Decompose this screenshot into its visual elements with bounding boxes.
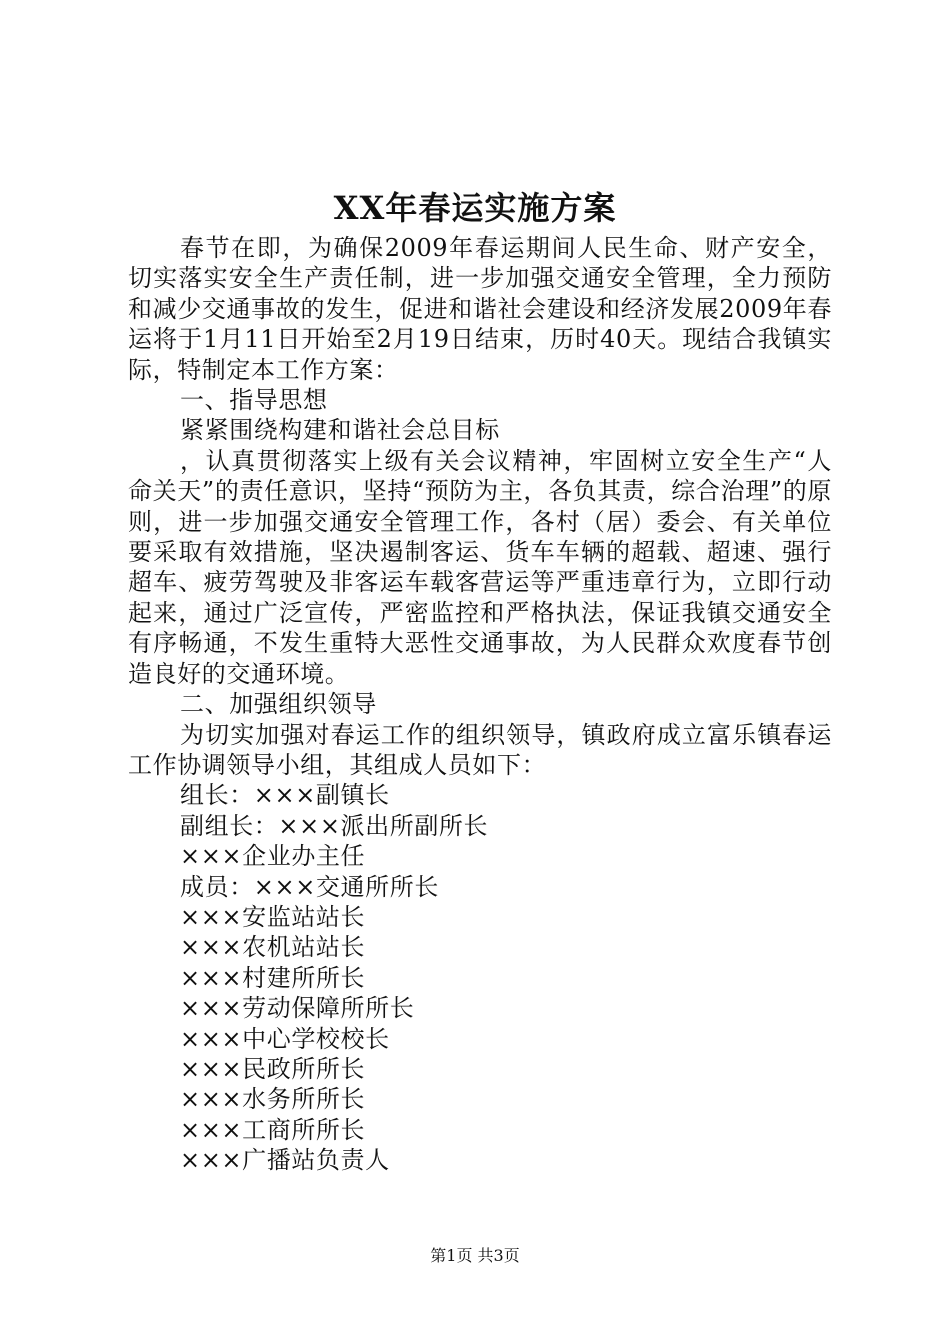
member-line: ×××农机站站长	[180, 933, 366, 962]
guiding-goal-line: 紧紧围绕构建和谐社会总目标	[180, 416, 500, 445]
section-heading-organization: 二、加强组织领导	[180, 690, 377, 719]
member-line: 副组长：×××派出所副所长	[180, 811, 489, 840]
member-line: ×××企业办主任	[180, 842, 366, 871]
member-line: 成员：×××交通所所长	[180, 872, 439, 901]
guiding-ideology-paragraph: ，认真贯彻落实上级有关会议精神，牢固树立安全生产“人命关天”的责任意识，坚持“预防为主，各负其责，综合治理”的原则，进一步加强交通安全管理工作，各村（居）委会、有关单位要采取有效措施，坚决遏制客运、货车车辆的超载、超速、强行超车、疲劳驾驶及非客运车载客营运等严重违章行为，立即行动起来，通过广泛宣传，严密监控和严格执法，保证我镇交通安全有序畅通，不发生重特大恶性交通事故，为人民群众欢度春节创造良好的交通环境。	[128, 446, 832, 688]
member-line: 组长：×××副镇长	[180, 781, 390, 810]
member-line: ×××村建所所长	[180, 963, 366, 992]
organization-paragraph: 为切实加强对春运工作的组织领导，镇政府成立富乐镇春运工作协调领导小组，其组成人员如下：	[128, 720, 832, 779]
document-body	[128, 233, 832, 1176]
member-line: ×××水务所所长	[180, 1085, 366, 1114]
intro-paragraph: 春节在即，为确保2009年春运期间人民生命、财产安全，切实落实安全生产责任制，进一步加强交通安全管理，全力预防和减少交通事故的发生，促进和谐社会建设和经济发展2009年春运将于1月11日开始至2月19日结束，历时40天。现结合我镇实际，特制定本工作方案：	[128, 234, 832, 384]
member-line: ×××民政所所长	[180, 1054, 366, 1083]
member-line: ×××安监站站长	[180, 902, 366, 931]
document-title: XX年春运实施方案	[333, 189, 617, 227]
page-footer: 第1页 共3页	[430, 1246, 520, 1265]
member-line: ×××工商所所长	[180, 1115, 366, 1144]
section-heading-guiding-ideology: 一、指导思想	[180, 386, 328, 415]
member-line: ×××劳动保障所所长	[180, 994, 415, 1023]
member-line: ×××中心学校校长	[180, 1024, 390, 1053]
member-line: ×××广播站负责人	[180, 1146, 390, 1175]
